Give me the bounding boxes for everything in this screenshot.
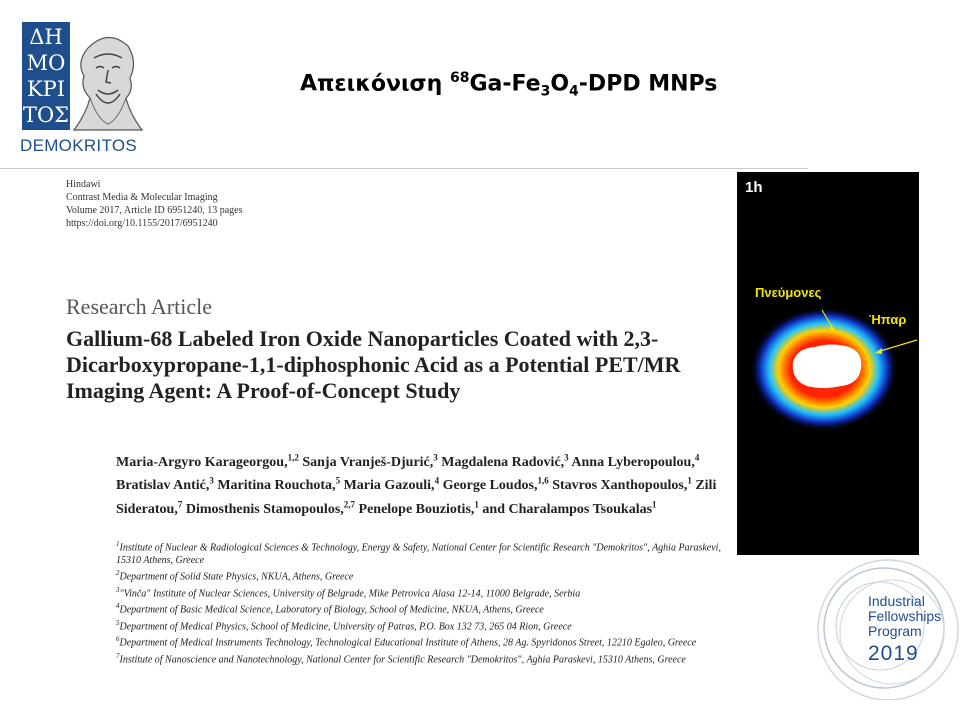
affiliation-number: 4: [116, 602, 120, 611]
ifp-line: Industrial: [868, 593, 925, 609]
affiliation-text: Department of Medical Physics, School of Medicine, University of Patras, P.O. Box 132 73, 265 04 Rion, Greece: [119, 621, 572, 633]
author: [552, 475, 692, 494]
affiliation-text: Department of Medical Instruments Technology, Technological Educational Institute of Athens, 28 Ag. Spyridonos Street, 12210 Egaleo, Greece: [119, 637, 697, 649]
affiliation: [116, 617, 736, 634]
author-affiliation-ref: 5: [335, 475, 341, 486]
affiliation-number: 6: [116, 635, 120, 644]
affiliation-number: 2: [116, 568, 120, 577]
author-name: Bratislav Antić,: [116, 478, 210, 494]
affiliation-number: 1: [116, 540, 120, 548]
author-name: and Charalampos Tsoukalas: [482, 501, 653, 517]
affiliation: [116, 567, 736, 584]
slide-title: [300, 70, 717, 100]
author: [482, 499, 657, 517]
affiliation: [116, 600, 736, 617]
affiliation: [116, 633, 736, 650]
author-list: [116, 448, 736, 519]
author-affiliation-ref: 1,2: [287, 452, 299, 462]
author-name: Stavros Xanthopoulos,: [552, 478, 688, 494]
title-ga: Ga-Fe: [469, 71, 541, 97]
affiliation-list: [116, 538, 736, 667]
author: [358, 499, 479, 517]
logo-line: ΜΟ: [26, 51, 66, 75]
author-name: Dimosthenis Stamopoulos,: [185, 501, 344, 517]
author-name: Maria-Argyro Karageorgou,: [116, 454, 288, 470]
journal-line: Hindawi: [66, 179, 101, 190]
author: [116, 475, 214, 494]
author-affiliation-ref: 1: [652, 499, 657, 510]
author-affiliation-ref: 4: [694, 452, 700, 462]
author: [302, 452, 438, 470]
pet-image: [737, 172, 919, 555]
ifp-logo: [808, 550, 960, 700]
paper-excerpt: [66, 178, 730, 666]
ifp-wordmark: [868, 594, 941, 639]
philosopher-bust-icon: [68, 28, 148, 132]
affiliation-text: Department of Solid State Physics, NKUA, Athens, Greece: [119, 571, 354, 583]
logo-greek-monogram: [22, 22, 70, 130]
affiliation-number: 5: [116, 618, 120, 627]
logo-line: ΤΟΣ: [22, 103, 70, 127]
affiliation: [116, 538, 736, 567]
header-divider: [0, 168, 808, 169]
title-suffix: -DPD MNPs: [578, 71, 718, 97]
lungs-label: Πνεύμονες: [755, 285, 822, 300]
affiliation-text: "Vinča" Institute of Nuclear Sciences, University of Belgrade, Mike Petrovica Alasa 12-14, 11000 Belgrade, Serbia: [119, 587, 581, 599]
author-name: Maritina Rouchota,: [217, 478, 336, 494]
logo-line: ΚΡΙ: [26, 77, 66, 101]
author-name: Anna Lyberopoulou,: [571, 454, 695, 470]
author-name: Maria Gazouli,: [343, 478, 435, 494]
logo-line: ΔΗ: [29, 25, 63, 49]
affiliation: [116, 584, 736, 601]
author-name: Zili Sideratou,: [116, 478, 717, 517]
affiliation-number: 3: [116, 585, 120, 594]
title-o: O: [550, 71, 570, 97]
title-sub1: 3: [540, 83, 551, 100]
author: [185, 499, 356, 517]
ifp-line: Fellowships: [868, 608, 942, 624]
author-affiliation-ref: 7: [177, 499, 183, 510]
author: [571, 452, 700, 470]
author-name: Penelope Bouziotis,: [358, 501, 475, 517]
title-isotope-mass: 68: [450, 70, 470, 86]
author: [442, 475, 549, 494]
author-name: Sanja Vranješ-Djurić,: [302, 454, 434, 470]
affiliation-text: Institute of Nanoscience and Nanotechnology, National Center for Scientific Research "Demokritos", Aghia Paraskevi, 15310 Athens, Greece: [119, 654, 686, 666]
affiliation-text: Department of Basic Medical Science, Laboratory of Biology, School of Medicine, NKUA, Athens, Greece: [119, 604, 544, 616]
author-affiliation-ref: 4: [434, 475, 440, 486]
author: [116, 452, 299, 470]
author-affiliation-ref: 3: [209, 475, 214, 486]
author-affiliation-ref: 1: [687, 475, 692, 486]
liver-label: Ήπαρ: [869, 312, 907, 327]
logo-wordmark: DEMOKRITOS: [20, 136, 137, 155]
title-sub2: 4: [569, 83, 579, 100]
author-affiliation-ref: 2,7: [343, 499, 356, 510]
ifp-line: Program: [868, 623, 922, 639]
author-name: George Loudos,: [442, 478, 538, 494]
author: [217, 475, 341, 494]
author: [441, 452, 569, 470]
journal-line: Volume 2017, Article ID 6951240, 13 pages: [66, 205, 243, 216]
author-affiliation-ref: 1: [474, 499, 479, 510]
journal-doi: https://doi.org/10.1155/2017/6951240: [66, 218, 218, 229]
pet-scan-image: [737, 172, 919, 555]
affiliation-number: 7: [116, 652, 120, 661]
ifp-year: 2019: [868, 642, 919, 665]
journal-line: Contrast Media & Molecular Imaging: [66, 192, 218, 203]
paper-title: Gallium-68 Labeled Iron Oxide Nanoparticles Coated with 2,3-Dicarboxypropane-1,1-diphosphonic Acid as a Potential PET/MR Imaging Agent: A Proof-of-Concept Study: [66, 326, 681, 403]
author: [343, 475, 440, 494]
author-name: Magdalena Radović,: [441, 454, 565, 470]
affiliation: [116, 650, 736, 667]
time-label: 1h: [745, 179, 763, 196]
article-type: Research Article: [66, 294, 212, 319]
author-affiliation-ref: 1,6: [537, 475, 549, 486]
pet-signal-hotspot: [793, 345, 861, 389]
author-affiliation-ref: 3: [564, 452, 569, 462]
title-prefix: Απεικόνιση: [300, 71, 451, 97]
journal-info: [66, 178, 730, 230]
author-affiliation-ref: 3: [433, 452, 438, 462]
demokritos-logo: [20, 22, 150, 158]
affiliation-text: Institute of Nuclear & Radiological Sciences & Technology, Energy & Safety, National Center for Scientific Research "Demokritos", Aghia Paraskevi, 15310 Athens, Greece: [116, 542, 721, 566]
